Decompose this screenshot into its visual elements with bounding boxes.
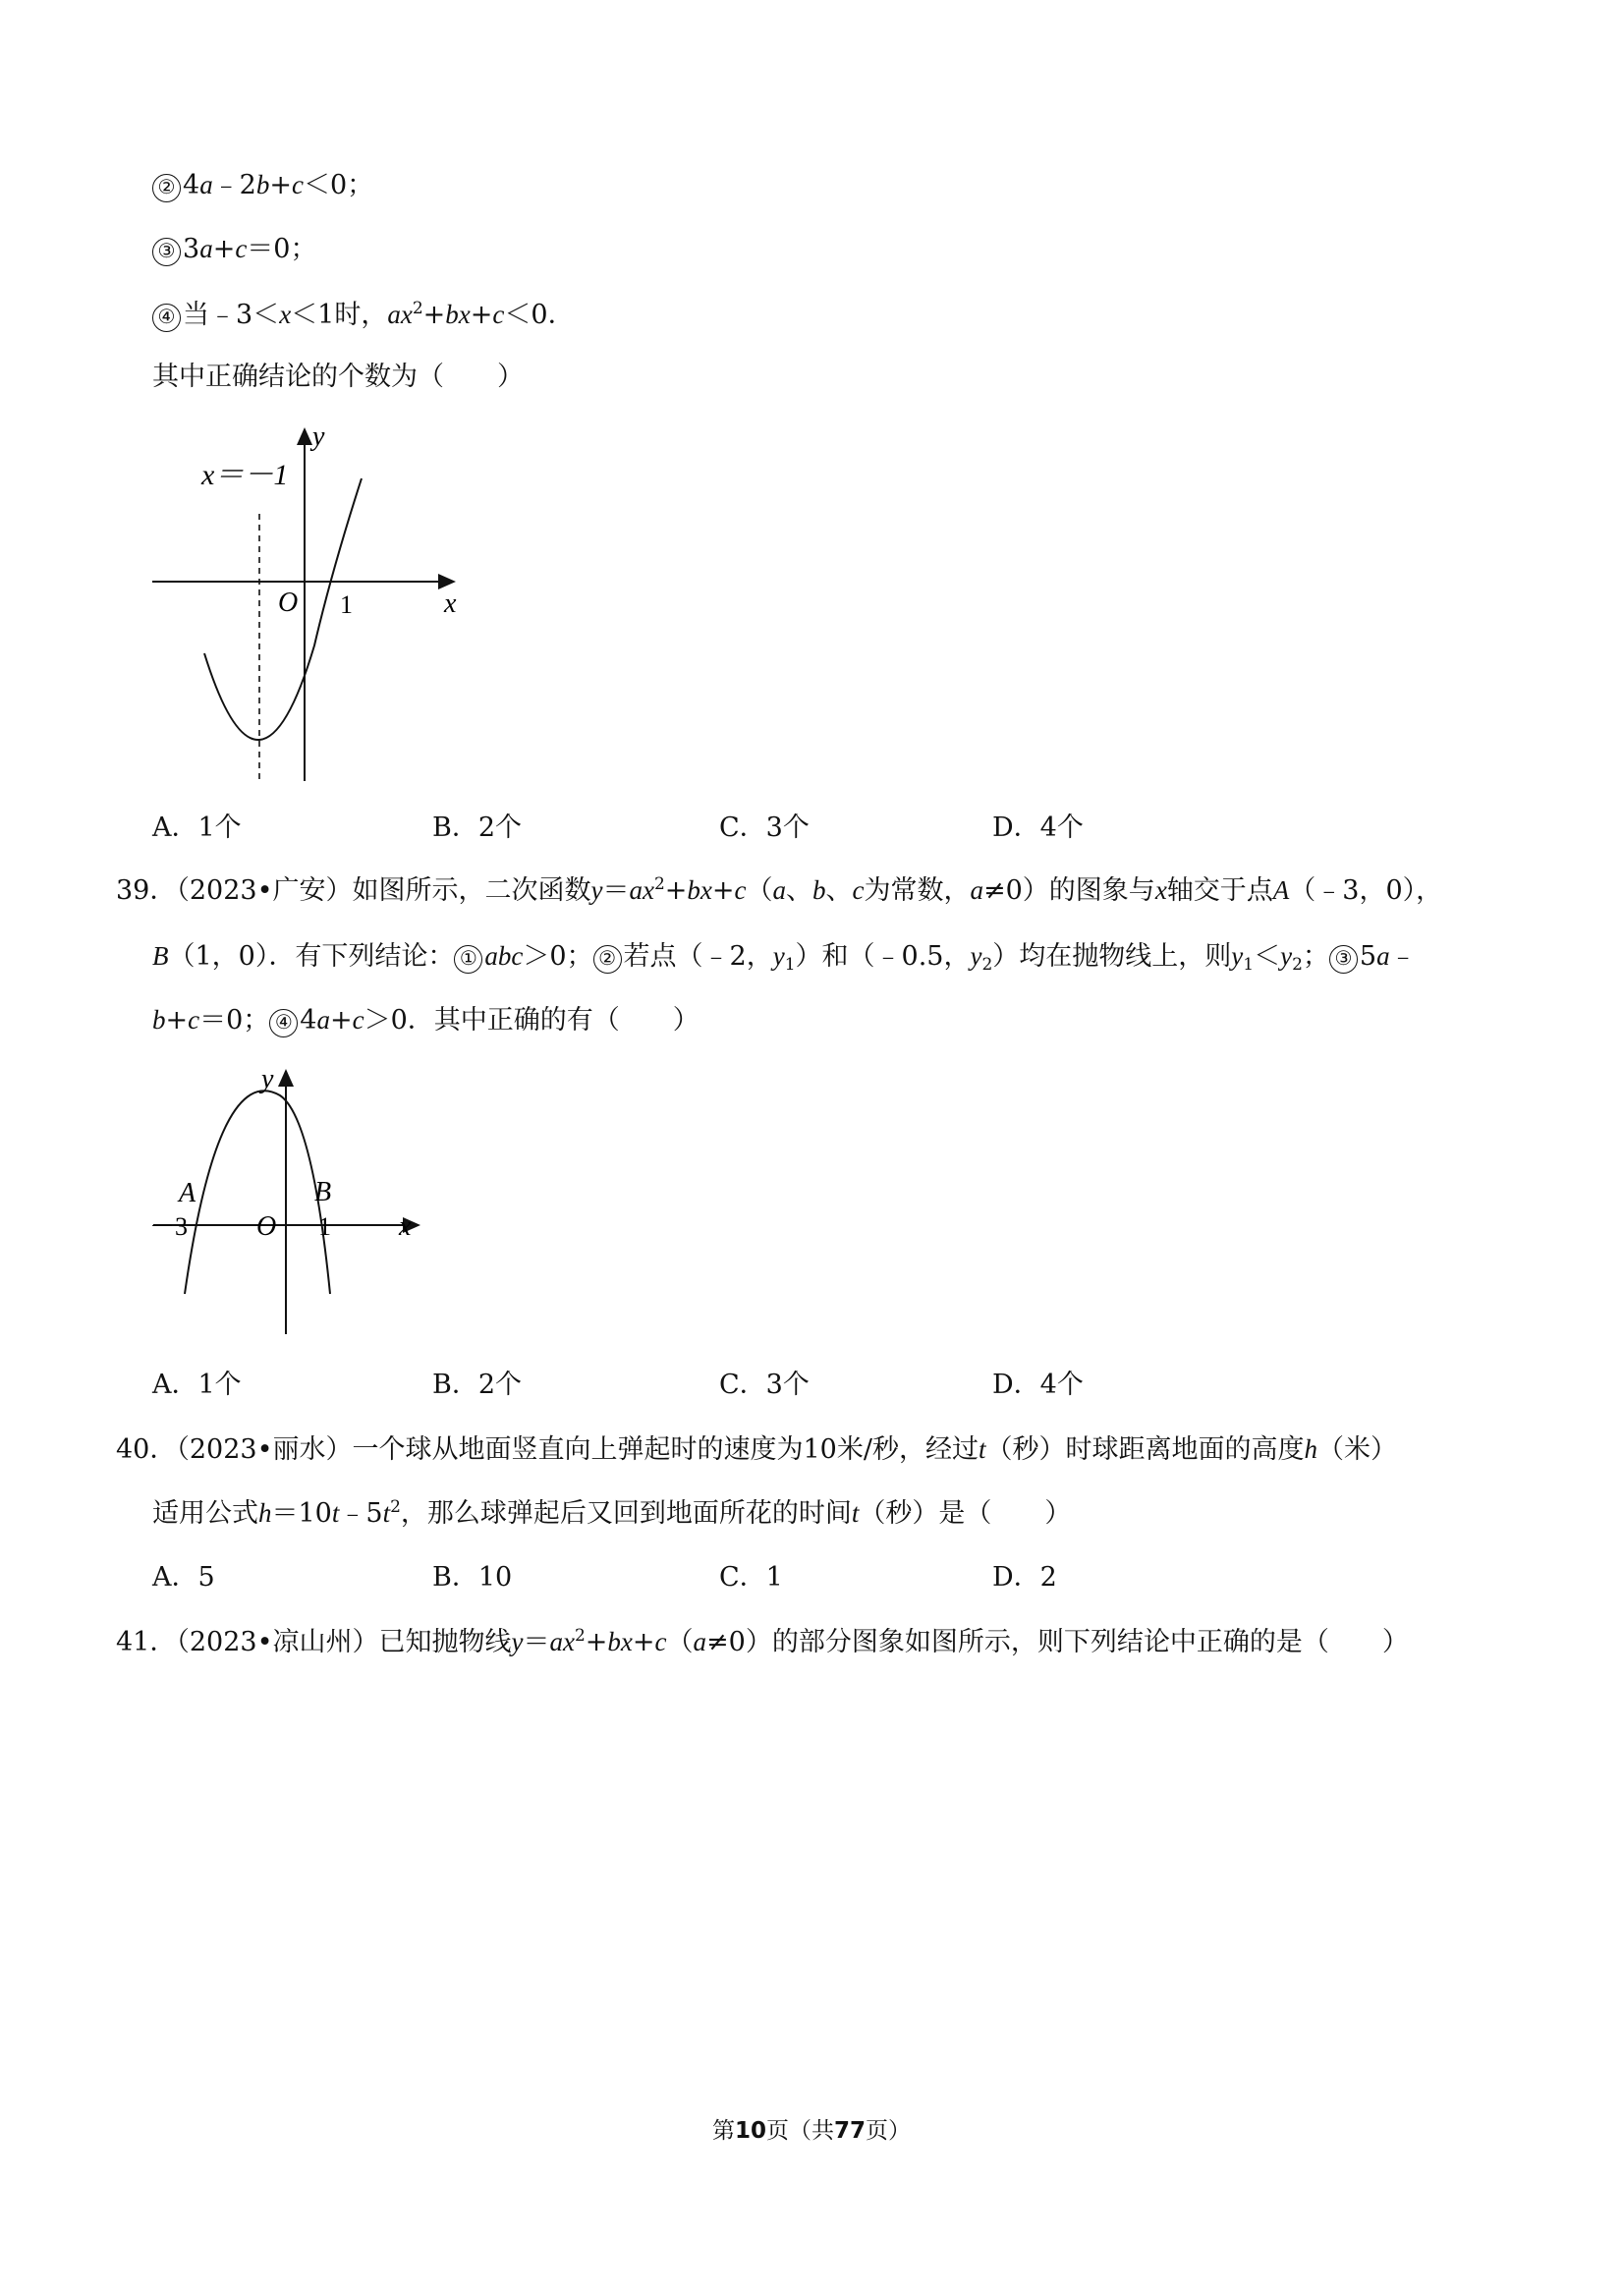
q38-question: 其中正确结论的个数为（ ）	[152, 362, 524, 392]
question-source: （2023•丽水）	[176, 1434, 353, 1465]
q40-line-1: 40．（2023•丽水）一个球从地面竖直向上弹起时的速度为10米/秒，经过t（秒）时球距离地面的高度h（米）	[116, 1434, 1397, 1465]
q38-condition-2-text: 4a﹣2b+c＜0；	[183, 170, 374, 200]
origin-label: O	[278, 588, 299, 618]
q39-line-1: 39．（2023•广安）如图所示，二次函数$y=ax^2+bx+c(a$、b、c为常数，a≠0）的图象与x轴交于点A（﹣3，0），	[116, 874, 1443, 906]
y-axis-label: y	[261, 1064, 274, 1094]
q39-option-b[interactable]: B．2个	[432, 1370, 523, 1400]
total-pages: 77	[834, 2118, 867, 2144]
q39-option-a[interactable]: A．1个	[152, 1370, 242, 1400]
current-page: 10	[734, 2118, 766, 2144]
q38-parabola-figure	[147, 418, 481, 791]
y-axis-label: y	[312, 421, 325, 452]
q40-option-b[interactable]: B．10	[432, 1562, 513, 1593]
q38-option-d[interactable]: D．4个	[992, 812, 1084, 843]
point-b-label: B	[314, 1177, 332, 1207]
q39-line-3: b+c＝0； ④ 4a+c＞0．其中正确的有（ ）	[152, 1005, 700, 1036]
question-source: （2023•广安）	[176, 875, 353, 906]
q40-option-d[interactable]: D．2	[992, 1562, 1057, 1593]
q38-condition-4-text: 当﹣3＜x＜1时，$ax^2+bx+c<0$．	[183, 299, 575, 330]
point-a-label: A	[179, 1178, 196, 1208]
circled-number: ④	[152, 304, 181, 332]
neg-three-label: －3	[149, 1212, 189, 1241]
q38-condition-3	[152, 231, 316, 267]
page-footer: 第10页（共77页）	[711, 2118, 912, 2144]
question-number: 40．	[116, 1434, 177, 1465]
q38-condition-4	[152, 297, 575, 333]
q40-option-a[interactable]: A．5	[152, 1562, 215, 1593]
symmetry-label: x＝－1	[201, 459, 289, 491]
x-axis-label: x	[399, 1211, 412, 1242]
circled-number: ②	[152, 174, 181, 202]
one-label: 1	[318, 1212, 331, 1241]
q38-option-b[interactable]: B．2个	[432, 812, 523, 843]
q38-condition-2	[152, 167, 373, 203]
q39-option-c[interactable]: C．3个	[719, 1370, 810, 1400]
x-axis-label: x	[444, 588, 457, 619]
q40-option-c[interactable]: C．1	[719, 1562, 783, 1593]
q39-parabola-figure	[145, 1056, 430, 1341]
q38-option-a[interactable]: A．1个	[152, 812, 242, 843]
origin-label: O	[256, 1211, 277, 1242]
one-label: 1	[340, 590, 353, 619]
question-number: 39．	[116, 875, 177, 906]
q39-option-d[interactable]: D．4个	[992, 1370, 1084, 1400]
q38-option-c[interactable]: C．3个	[719, 812, 810, 843]
circled-number: ③	[152, 238, 181, 266]
question-number: 41．	[116, 1627, 177, 1657]
q38-condition-3-text: 3a+c＝0；	[183, 234, 317, 264]
q40-line-2: 适用公式$h=10t﹣5t^2$，那么球弹起后又回到地面所花的时间t（秒）是（ ）	[152, 1497, 1072, 1529]
q39-line-2: B（1，0）．有下列结论： ① abc＞0； ② 若点（﹣2，$y_1$）和（﹣0.5，$y_2$）均在抛物线上，则$y_1<y_2$； ③ 5a﹣	[152, 941, 1417, 975]
question-source: （2023•凉山州）	[176, 1627, 379, 1657]
q41-line-1: 41．（2023•凉山州）已知抛物线$y=ax^2+bx+c(a\ne 0)$的部分图象如图所示，则下列结论中正确的是（ ）	[116, 1626, 1409, 1657]
parabola-curve	[185, 1091, 330, 1294]
